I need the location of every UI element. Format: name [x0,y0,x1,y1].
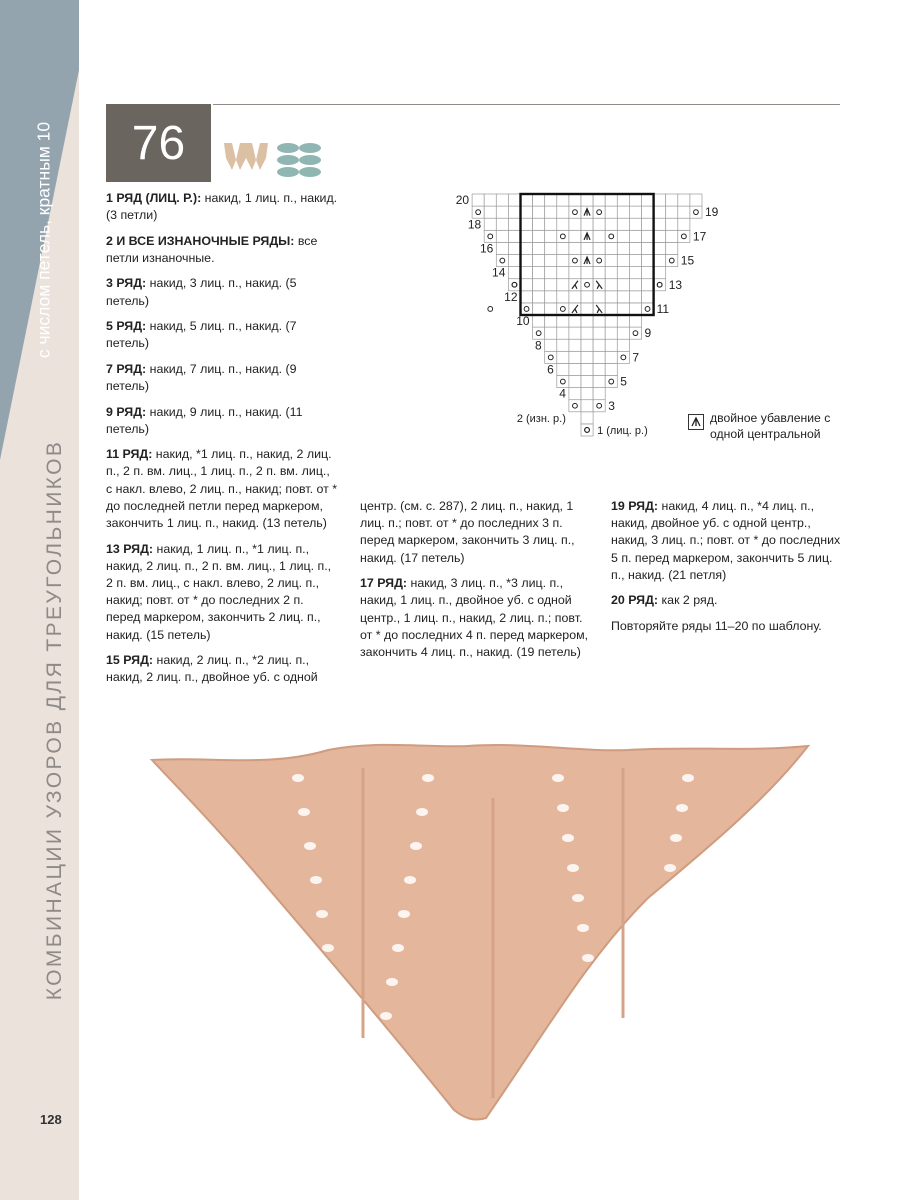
chart-cell [617,206,629,218]
chart-cell [629,303,641,315]
sidebar-top-text: с числом петель, кратным 10 [33,121,54,359]
eyelet-hole [582,954,594,962]
chart-cell [557,267,569,279]
chart-cell [593,206,605,218]
row-label-bottom-left: 2 (изн. р.) [516,412,566,425]
chart-cell [569,327,581,339]
chart-cell [569,206,581,218]
chart-cell [605,267,617,279]
chart-cell [593,255,605,267]
chart-cell [629,230,641,242]
instruction-row: 5 РЯД: накид, 5 лиц. п., накид. (7 петель) [106,319,297,351]
chart-cell [521,218,533,230]
chart-cell [557,230,569,242]
chart-cell [533,315,545,327]
chart-cell [629,206,641,218]
eyelet-hole [380,1012,392,1020]
chart-cell [569,376,581,388]
eyelet-hole [658,894,670,902]
row-label-right: 7 [632,350,640,365]
chart-cell [581,424,593,436]
chart-cell [508,194,520,206]
chart-cell [545,303,557,315]
instructions-column-3 [611,498,843,643]
row-label-right: 17 [692,229,707,244]
row-label-right: 19 [705,205,719,220]
chart-cell [605,315,617,327]
chart-cell [593,376,605,388]
chart-cell [557,339,569,351]
chart-cell [642,255,654,267]
chart-cell [629,279,641,291]
chart-cell [629,242,641,254]
eyelet-hole [292,774,304,782]
eyelet-hole [398,910,410,918]
chart-cell [545,206,557,218]
chart-cell [654,279,666,291]
chart-cell [654,242,666,254]
instruction-row: 9 РЯД: накид, 9 лиц. п., накид. (11 петель) [106,404,303,436]
chart-cell [557,363,569,375]
row-label-left: 4 [559,386,566,401]
chart-cell [557,206,569,218]
chart-cell [508,206,520,218]
chart-cell [605,327,617,339]
double-decrease-symbol-icon [688,414,704,430]
chart-cell [666,242,678,254]
chart-cell [617,230,629,242]
chart-cell [484,218,496,230]
chart-cell [581,363,593,375]
chart-cell [629,218,641,230]
shawl-body [152,745,808,1120]
chart-cell [508,267,520,279]
eyelet-hole [386,978,398,986]
chart-cell [569,339,581,351]
chart-cell [593,351,605,363]
chart-cell [642,230,654,242]
instructions-column-2 [360,498,590,669]
chart-cell [569,218,581,230]
chart-cell [593,218,605,230]
row-label-right: 5 [620,374,627,389]
chart-cell [581,218,593,230]
eyelet-hole [328,978,340,986]
chart-cell [666,206,678,218]
chart-cell [484,194,496,206]
chart-cell [521,242,533,254]
chart-cell [569,315,581,327]
chart-cell [605,351,617,363]
eyelet-hole [334,1012,346,1020]
eyelet-hole [562,834,574,842]
chart-cell [557,303,569,315]
eyelet-hole [422,774,434,782]
header-rule [213,104,840,105]
eyelet-hole [557,804,569,812]
chart-cell [545,218,557,230]
row-label-left: 12 [504,289,518,304]
chart-cell [581,376,593,388]
chart-cell [508,242,520,254]
chart-cell [557,327,569,339]
chart-cell [617,194,629,206]
chart-cell [605,279,617,291]
chart-cell [581,412,593,424]
eyelet-hole [392,944,404,952]
chart-cell [508,255,520,267]
chart-cell [533,206,545,218]
chart-cell [557,218,569,230]
chart-cell [545,194,557,206]
chart-cell [521,267,533,279]
knitted-shawl-photo [148,738,814,1124]
chart-cell [617,218,629,230]
chart-cell [593,400,605,412]
eyelet-hole [587,984,599,992]
chart-cell [521,194,533,206]
chart-cell [605,339,617,351]
chart-cell [629,327,641,339]
row-label-left: 18 [467,217,482,232]
chart-cell [605,206,617,218]
chart-cell [581,267,593,279]
chart-cell [508,230,520,242]
chart-cell [557,279,569,291]
chart-cell [629,267,641,279]
chart-cell [581,315,593,327]
chart-cell [642,218,654,230]
sidebar [0,0,79,1200]
instruction-row: 19 РЯД: накид, 4 лиц. п., *4 лиц. п., накид, двойное уб. с одной центр., накид, 3 лиц. п.; повт. от * до последних 5 п. перед маркером, закончить 5 лиц. п., накид. (21 петля) [611,499,841,582]
chart-cell [654,194,666,206]
eyelet-hole [298,808,310,816]
chart-cell [557,351,569,363]
chart-cell [521,291,533,303]
knit-stitch-icon [224,143,268,170]
chart-cell [617,351,629,363]
chart-cell [593,194,605,206]
chart-cell [666,255,678,267]
chart-cell [557,315,569,327]
chart-cell [605,242,617,254]
chart-cell [605,363,617,375]
chart-cell [593,388,605,400]
chart-cell [569,230,581,242]
chart-cell [654,230,666,242]
eyelet-hole [552,774,564,782]
instruction-row: 11 РЯД: накид, *1 лиц. п., накид, 2 лиц. п., 2 п. вм. лиц., 1 лиц. п., 2 п. вм. лиц., с накл. влево, 2 лиц. п., накид; повт. от * до последней петли перед маркером, закончить 1 лиц. п., накид. (13 петель) [106,447,338,531]
instruction-row: 7 РЯД: накид, 7 лиц. п., накид. (9 петель) [106,361,297,394]
chart-cell [496,218,508,230]
chart-cell [496,194,508,206]
chart-cell [690,206,702,218]
instruction-row: Повторяйте ряды 11–20 по шаблону. [611,618,822,633]
row-label-left: 10 [516,314,530,329]
chart-cell [605,194,617,206]
eyelet-hole [304,842,316,850]
chart-cell [581,303,593,315]
chart-cell [569,255,581,267]
chart-cell [642,267,654,279]
eyelet-hole [416,808,428,816]
chart-cell [593,291,605,303]
chart-cell [533,255,545,267]
chart-cell [617,303,629,315]
chart-cell [593,267,605,279]
instruction-row: 1 РЯД (ЛИЦ. Р.): накид, 1 лиц. п., накид. (3 петли) [106,191,338,223]
instruction-row: 15 РЯД: накид, 2 лиц. п., *2 лиц. п., накид, 2 лиц. п., двойное уб. с одной [106,653,318,685]
chart-cell [484,206,496,218]
chart-cell [654,255,666,267]
chart-cell [496,230,508,242]
chart-cell [545,267,557,279]
chart-cell [629,315,641,327]
row-label-left: 16 [479,241,494,256]
eyelet-hole [404,876,416,884]
eyelet-hole [640,984,652,992]
chart-cell [654,218,666,230]
chart-cell [605,376,617,388]
chart-cell [593,242,605,254]
chart-cell [581,351,593,363]
chart-cell [545,255,557,267]
yarn-over-symbol [488,307,493,312]
chart-cell [642,242,654,254]
chart-cell [593,327,605,339]
chart-cell [569,351,581,363]
stitch-icons [222,140,332,180]
chart-cell [581,194,593,206]
chart-cell [521,255,533,267]
eyelet-hole [572,894,584,902]
chart-cell [545,242,557,254]
chart-cell [569,242,581,254]
instruction-row: центр. (см. с. 287), 2 лиц. п., накид, 1 лиц. п.; повт. от * до последних 3 п. перед маркером, закончить 3 лиц. п., накид. (17 петель) [360,499,575,565]
chart-cell [569,400,581,412]
chart-cell [545,279,557,291]
chart-cell [472,194,484,206]
instructions-column-1 [106,190,338,695]
eyelet-hole [670,834,682,842]
chart-cell [593,315,605,327]
chart-cell [521,279,533,291]
chart-cell [557,291,569,303]
instruction-row: 20 РЯД: как 2 ряд. [611,593,718,608]
chart-cell [569,194,581,206]
chart-cell [617,255,629,267]
chart-cell [581,400,593,412]
chart-cell [533,230,545,242]
chart-cell [593,230,605,242]
chart-cell [496,242,508,254]
chart-cell [605,255,617,267]
row-label-left: 8 [535,338,542,353]
chart-cell [533,194,545,206]
chart-cell [533,303,545,315]
chart-cell [666,194,678,206]
purl-stitch-icon [277,143,321,177]
chart-cell [569,267,581,279]
chart-cell [654,267,666,279]
chart-cell [521,230,533,242]
chart-cell [593,363,605,375]
eyelet-hole [646,954,658,962]
sidebar-section-title: КОМБИНАЦИИ УЗОРОВ ДЛЯ ТРЕУГОЛЬНИКОВ [43,439,66,1001]
instruction-row: 13 РЯД: накид, 1 лиц. п., *1 лиц. п., накид, 2 лиц. п., 2 п. вм. лиц., 1 лиц. п., 2 п. вм. лиц., с накл. влево, 2 лиц. п., накид; повт. от * до последних 2 п. перед маркером, закончить 2 лиц. п., накид. (15 петель) [106,541,332,642]
row-label-right: 15 [680,253,695,268]
instruction-row: 2 И ВСЕ ИЗНАНОЧНЫЕ РЯДЫ: все петли изнаночные. [106,233,318,265]
eyelet-hole [652,924,664,932]
eyelet-hole [322,944,334,952]
chart-cell [581,327,593,339]
chart-cell [629,255,641,267]
eyelet-hole [567,864,579,872]
chart-cell [629,194,641,206]
chart-cell [533,291,545,303]
chart-cell [678,206,690,218]
instruction-row: 17 РЯД: накид, 3 лиц. п., *3 лиц. п., накид, 1 лиц. п., двойное уб. с одной центр., 1 лиц. п., накид, 2 лиц. п.; повт. от * до последних 4 п. перед маркером, закончить 4 лиц. п., накид. (19 петель) [360,576,589,659]
chart-cell [617,291,629,303]
chart-cell [581,339,593,351]
row-label-left: 20 [455,193,470,208]
page-number: 128 [40,1112,62,1127]
chart-cell [545,230,557,242]
chart-cell [533,218,545,230]
chart-cell [678,194,690,206]
row-label-left: 6 [547,362,554,377]
chart-cell [545,339,557,351]
chart-cell [690,194,702,206]
chart-cell [617,327,629,339]
chart-cell [508,218,520,230]
chart-cell [666,218,678,230]
chart-cell [617,242,629,254]
chart-cell [678,230,690,242]
eyelet-hole [676,804,688,812]
eyelet-hole [410,842,422,850]
chart-cell [569,291,581,303]
chart-cell [545,291,557,303]
eyelet-hole [664,864,676,872]
chart-cell [496,206,508,218]
eyelet-hole [316,910,328,918]
chart-cell [581,279,593,291]
chart-cell [642,206,654,218]
chart-cell [569,388,581,400]
instruction-row: 3 РЯД: накид, 3 лиц. п., накид. (5 петель) [106,276,297,308]
chart-cell [642,279,654,291]
chart-cell [617,315,629,327]
chart-cell [605,218,617,230]
chart-cell [593,339,605,351]
chart-cell [533,242,545,254]
chart-cell [605,291,617,303]
chart-cell [617,339,629,351]
chart-cell [533,267,545,279]
chart-cell [617,267,629,279]
chart-cell [629,291,641,303]
chart-cell [569,363,581,375]
row-label-right: 13 [668,277,683,292]
row-label-right: 11 [656,301,670,316]
chart-cell [605,303,617,315]
eyelet-hole [577,924,589,932]
chart-cell [581,242,593,254]
pattern-number: 76 [106,104,211,182]
row-label-right: 9 [644,326,652,341]
chart-cell [521,206,533,218]
chart-cell [545,315,557,327]
eyelet-hole [682,774,694,782]
chart-cell [605,230,617,242]
chart-cell [666,230,678,242]
chart-cell [581,291,593,303]
legend-label: двойное убавление с одной центральной [710,411,831,441]
chart-cell [642,194,654,206]
row-label-bottom-right: 1 (лиц. р.) [597,424,648,437]
chart-cell [557,194,569,206]
row-label-left: 14 [492,265,506,280]
row-label-right: 3 [608,398,615,413]
chart-cell [557,255,569,267]
chart-cell [581,388,593,400]
chart-cell [654,206,666,218]
chart-cell [545,327,557,339]
chart-cell [642,303,654,315]
chart-cell [642,291,654,303]
chart-cell [617,279,629,291]
chart-cell [678,218,690,230]
chart-cell [533,279,545,291]
chart-cell [557,242,569,254]
eyelet-hole [310,876,322,884]
